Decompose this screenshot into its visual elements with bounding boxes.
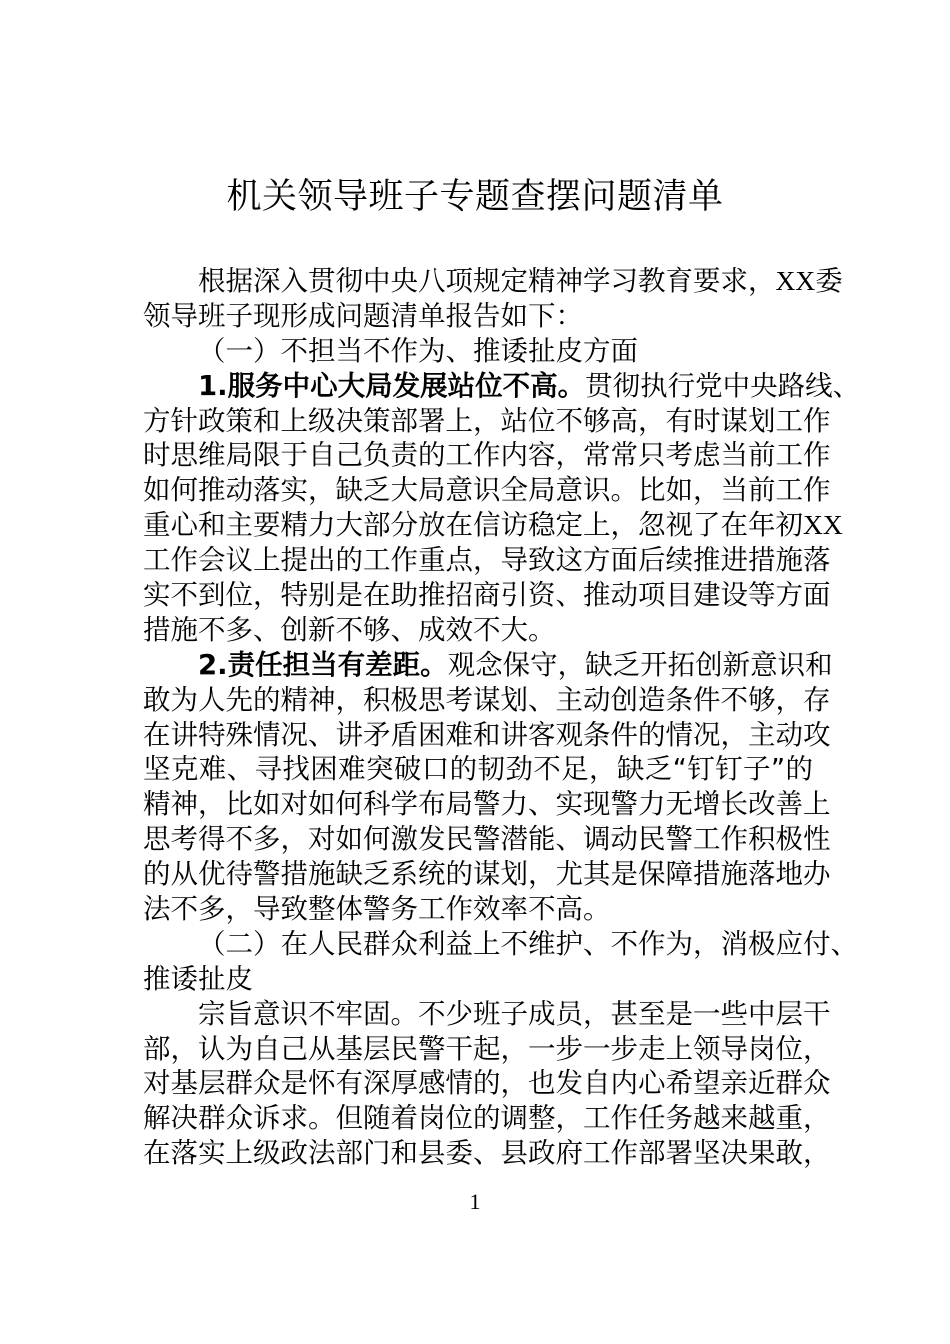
item2-line-1-rest: 观念保守，缺乏开拓创新意识和	[447, 648, 833, 681]
item1-line-5	[143, 508, 843, 543]
intro-text-c: 委	[815, 265, 843, 297]
item1-line-6: 工作会议上提出的工作重点，导致这方面后续推进措施落	[143, 544, 831, 577]
item1-line-1	[143, 369, 861, 404]
item1-line-5-a: 重心和主要精力大部分放在信访稳定上，忽视了在年初	[143, 509, 803, 542]
section2-para-line-1: 宗旨意识不牢固。不少班子成员，甚至是一些中层干	[198, 997, 831, 1030]
section2-para-line-4: 解决群众诉求。但随着岗位的调整，工作任务越来越重，	[143, 1102, 831, 1135]
page-number: 1	[469, 1189, 481, 1214]
intro-line-2: 领导班子现形成问题清单报告如下：	[143, 299, 583, 332]
item2-line-6: 思考得不多，对如何激发民警潜能、调动民警工作积极性	[143, 823, 831, 856]
item1-line-1-rest: 贯彻执行党中央路线、	[585, 369, 861, 402]
intro-text-xx: XX	[775, 265, 816, 296]
item1-line-8: 措施不多、创新不够、成效不大。	[143, 613, 556, 646]
item1-line-4: 如何推动落实，缺乏大局意识全局意识。比如，当前工作	[143, 474, 831, 507]
item2-line-5: 精神，比如对如何科学布局警力、实现警力无增长改善上	[143, 788, 831, 821]
section2-heading-line-2: 推诿扯皮	[143, 962, 253, 995]
item1-lead: 1.服务中心大局发展站位不高。	[198, 369, 586, 402]
item2-line-7: 的从优待警措施缺乏系统的谋划，尤其是保障措施落地办	[143, 858, 831, 891]
section1-heading: （一）不担当不作为、推诿扯皮方面	[198, 334, 638, 367]
item2-line-2: 敢为人先的精神，积极思考谋划、主动创造条件不够，存	[143, 683, 831, 716]
item2-lead: 2.责任担当有差距。	[198, 648, 448, 681]
item1-line-5-xx: XX	[803, 509, 843, 541]
section2-para-line-3: 对基层群众是怀有深厚感情的，也发自内心希望亲近群众	[143, 1067, 831, 1100]
item1-line-2: 方针政策和上级决策部署上，站位不够高，有时谋划工作	[143, 404, 831, 437]
intro-line-1	[143, 264, 843, 299]
item2-line-1	[143, 648, 833, 683]
item2-line-8: 法不多，导致整体警务工作效率不高。	[143, 893, 611, 926]
section2-para-line-2: 部，认为自己从基层民警干起，一步一步走上领导岗位，	[143, 1032, 831, 1065]
item1-line-7: 实不到位，特别是在助推招商引资、推动项目建设等方面	[143, 579, 831, 612]
section2-para-line-5: 在落实上级政法部门和县委、县政府工作部署坚决果敢，	[143, 1137, 831, 1170]
item2-line-4: 坚克难、寻找困难突破口的韧劲不足，缺乏“钉钉子”的	[143, 753, 813, 786]
intro-text-a: 根据深入贯彻中央八项规定精神学习教育要求，	[198, 265, 776, 297]
item1-line-3: 时思维局限于自己负责的工作内容，常常只考虑当前工作	[143, 439, 831, 472]
document-body	[143, 264, 861, 1171]
page-title: 机关领导班子专题查摆问题清单	[226, 177, 724, 217]
section2-heading-line-1: （二）在人民群众利益上不维护、不作为，消极应付、	[198, 927, 858, 960]
item2-line-3: 在讲特殊情况、讲矛盾困难和讲客观条件的情况，主动攻	[143, 718, 831, 751]
